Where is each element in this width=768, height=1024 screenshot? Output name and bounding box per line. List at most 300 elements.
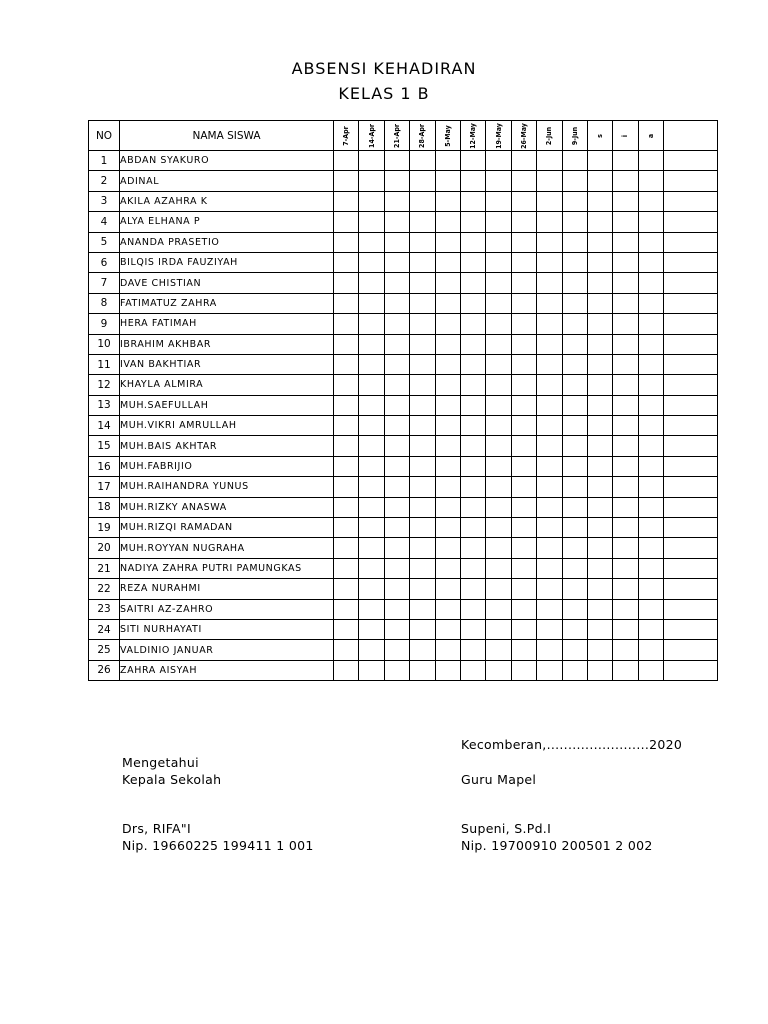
table-row: [89, 314, 718, 334]
attendance-cell: [460, 151, 485, 171]
attendance-cell: [410, 477, 435, 497]
attendance-cell: [638, 558, 663, 578]
header-date-col: [638, 121, 663, 151]
attendance-cell: [460, 252, 485, 272]
attendance-cell: [384, 354, 409, 374]
attendance-cell: [410, 354, 435, 374]
student-name: ZAHRA AISYAH: [120, 660, 334, 680]
table-row: [89, 191, 718, 211]
attendance-cell: [511, 660, 536, 680]
attendance-cell: [334, 619, 359, 639]
attendance-cell: [511, 619, 536, 639]
attendance-cell: [613, 334, 638, 354]
attendance-cell: [410, 375, 435, 395]
attendance-cell: [410, 252, 435, 272]
attendance-cell: [486, 171, 511, 191]
attendance-cell: [664, 579, 718, 599]
attendance-cell: [638, 456, 663, 476]
attendance-cell: [613, 579, 638, 599]
student-number: 22: [89, 579, 120, 599]
attendance-cell: [435, 314, 460, 334]
header-date-col: [613, 121, 638, 151]
table-row: [89, 456, 718, 476]
attendance-cell: [638, 660, 663, 680]
table-row: [89, 171, 718, 191]
student-name: MUH.ROYYAN NUGRAHA: [120, 538, 334, 558]
attendance-cell: [537, 640, 562, 660]
attendance-cell: [638, 293, 663, 313]
attendance-cell: [435, 599, 460, 619]
attendance-cell: [613, 660, 638, 680]
header-date-label: s: [596, 133, 605, 138]
attendance-cell: [410, 273, 435, 293]
attendance-cell: [638, 171, 663, 191]
attendance-cell: [460, 619, 485, 639]
student-number: 23: [89, 599, 120, 619]
attendance-cell: [334, 354, 359, 374]
student-number: 17: [89, 477, 120, 497]
attendance-cell: [638, 151, 663, 171]
attendance-cell: [587, 538, 612, 558]
student-number: 14: [89, 416, 120, 436]
attendance-cell: [334, 252, 359, 272]
attendance-cell: [664, 599, 718, 619]
attendance-cell: [664, 477, 718, 497]
header-no: NO: [89, 121, 120, 151]
attendance-cell: [537, 273, 562, 293]
attendance-cell: [486, 599, 511, 619]
attendance-cell: [334, 314, 359, 334]
attendance-cell: [664, 375, 718, 395]
attendance-cell: [410, 151, 435, 171]
attendance-cell: [359, 273, 384, 293]
attendance-cell: [410, 212, 435, 232]
header-date-col: [511, 121, 536, 151]
attendance-cell: [511, 171, 536, 191]
attendance-cell: [664, 212, 718, 232]
attendance-cell: [537, 456, 562, 476]
attendance-cell: [486, 252, 511, 272]
attendance-cell: [334, 456, 359, 476]
header-date-col: [384, 121, 409, 151]
attendance-cell: [486, 579, 511, 599]
attendance-cell: [435, 518, 460, 538]
attendance-cell: [435, 375, 460, 395]
attendance-cell: [613, 477, 638, 497]
attendance-cell: [638, 232, 663, 252]
attendance-cell: [410, 436, 435, 456]
student-number: 19: [89, 518, 120, 538]
attendance-cell: [511, 252, 536, 272]
table-row: [89, 252, 718, 272]
table-row: [89, 151, 718, 171]
attendance-cell: [460, 640, 485, 660]
attendance-cell: [537, 518, 562, 538]
attendance-cell: [486, 212, 511, 232]
attendance-cell: [460, 293, 485, 313]
attendance-cell: [613, 354, 638, 374]
student-name: MUH.VIKRI AMRULLAH: [120, 416, 334, 436]
attendance-cell: [460, 436, 485, 456]
attendance-cell: [410, 518, 435, 538]
attendance-cell: [587, 334, 612, 354]
attendance-cell: [384, 314, 409, 334]
attendance-cell: [384, 558, 409, 578]
attendance-cell: [384, 497, 409, 517]
table-row: [89, 579, 718, 599]
principal-nip: Nip. 19660225 199411 1 001: [122, 838, 314, 853]
attendance-cell: [460, 416, 485, 436]
attendance-cell: [384, 619, 409, 639]
attendance-cell: [613, 232, 638, 252]
header-date-col: [562, 121, 587, 151]
attendance-cell: [384, 334, 409, 354]
attendance-cell: [384, 191, 409, 211]
document-title: ABSENSI KEHADIRAN: [291, 59, 477, 78]
attendance-cell: [384, 579, 409, 599]
attendance-cell: [638, 252, 663, 272]
attendance-cell: [435, 334, 460, 354]
attendance-cell: [460, 314, 485, 334]
attendance-cell: [638, 334, 663, 354]
attendance-cell: [359, 354, 384, 374]
header-date-col: [460, 121, 485, 151]
principal-name: Drs, RIFA"I: [122, 821, 191, 836]
attendance-cell: [562, 599, 587, 619]
attendance-cell: [435, 395, 460, 415]
attendance-cell: [511, 599, 536, 619]
attendance-cell: [511, 375, 536, 395]
attendance-cell: [410, 558, 435, 578]
attendance-cell: [562, 436, 587, 456]
attendance-cell: [359, 191, 384, 211]
attendance-cell: [359, 314, 384, 334]
student-name: MUH.BAIS AKHTAR: [120, 436, 334, 456]
attendance-cell: [359, 640, 384, 660]
attendance-cell: [384, 436, 409, 456]
header-name: NAMA SISWA: [120, 121, 334, 151]
attendance-cell: [587, 558, 612, 578]
attendance-cell: [638, 273, 663, 293]
attendance-cell: [587, 273, 612, 293]
attendance-cell: [384, 416, 409, 436]
attendance-cell: [486, 273, 511, 293]
table-row: [89, 232, 718, 252]
attendance-cell: [359, 436, 384, 456]
attendance-cell: [562, 334, 587, 354]
attendance-cell: [613, 599, 638, 619]
student-name: REZA NURAHMI: [120, 579, 334, 599]
attendance-cell: [410, 660, 435, 680]
table-row: [89, 273, 718, 293]
attendance-cell: [384, 538, 409, 558]
table-row: [89, 477, 718, 497]
attendance-cell: [562, 518, 587, 538]
attendance-cell: [664, 354, 718, 374]
attendance-cell: [511, 293, 536, 313]
attendance-cell: [537, 354, 562, 374]
attendance-cell: [410, 171, 435, 191]
attendance-cell: [537, 395, 562, 415]
attendance-cell: [359, 456, 384, 476]
attendance-cell: [664, 456, 718, 476]
table-row: [89, 293, 718, 313]
attendance-cell: [486, 619, 511, 639]
attendance-cell: [613, 538, 638, 558]
attendance-cell: [613, 619, 638, 639]
student-number: 12: [89, 375, 120, 395]
attendance-cell: [664, 334, 718, 354]
attendance-cell: [486, 436, 511, 456]
attendance-cell: [460, 212, 485, 232]
attendance-table: [88, 120, 718, 681]
attendance-cell: [664, 416, 718, 436]
attendance-cell: [460, 334, 485, 354]
attendance-cell: [587, 619, 612, 639]
attendance-cell: [562, 293, 587, 313]
attendance-cell: [511, 558, 536, 578]
attendance-cell: [435, 497, 460, 517]
attendance-cell: [435, 538, 460, 558]
attendance-cell: [435, 293, 460, 313]
header-date-col: [334, 121, 359, 151]
header-date-label: 12-May: [469, 122, 478, 149]
attendance-cell: [359, 212, 384, 232]
attendance-cell: [460, 456, 485, 476]
table-row: [89, 497, 718, 517]
attendance-cell: [486, 232, 511, 252]
attendance-cell: [562, 375, 587, 395]
attendance-cell: [562, 619, 587, 639]
attendance-cell: [359, 395, 384, 415]
attendance-cell: [334, 436, 359, 456]
attendance-cell: [334, 416, 359, 436]
attendance-cell: [587, 171, 612, 191]
attendance-cell: [384, 151, 409, 171]
attendance-cell: [435, 273, 460, 293]
attendance-cell: [664, 497, 718, 517]
attendance-cell: [384, 273, 409, 293]
attendance-cell: [664, 191, 718, 211]
attendance-cell: [664, 252, 718, 272]
attendance-cell: [486, 640, 511, 660]
attendance-cell: [384, 293, 409, 313]
student-name: SITI NURHAYATI: [120, 619, 334, 639]
attendance-cell: [384, 518, 409, 538]
attendance-cell: [435, 212, 460, 232]
attendance-cell: [638, 599, 663, 619]
attendance-cell: [486, 660, 511, 680]
attendance-cell: [562, 497, 587, 517]
student-number: 21: [89, 558, 120, 578]
attendance-cell: [511, 232, 536, 252]
document-subtitle: KELAS 1 B: [338, 84, 430, 103]
attendance-cell: [537, 619, 562, 639]
table-row: [89, 395, 718, 415]
attendance-cell: [334, 538, 359, 558]
teacher-nip: Nip. 19700910 200501 2 002: [461, 838, 653, 853]
student-name: IVAN BAKHTIAR: [120, 354, 334, 374]
table-row: [89, 416, 718, 436]
attendance-cell: [664, 395, 718, 415]
attendance-cell: [384, 212, 409, 232]
attendance-cell: [410, 538, 435, 558]
attendance-cell: [435, 191, 460, 211]
attendance-cell: [638, 354, 663, 374]
attendance-cell: [562, 212, 587, 232]
place-date: Kecomberan,........................2020: [461, 737, 683, 752]
attendance-cell: [537, 252, 562, 272]
attendance-cell: [562, 660, 587, 680]
student-name: KHAYLA ALMIRA: [120, 375, 334, 395]
attendance-cell: [460, 232, 485, 252]
attendance-cell: [537, 416, 562, 436]
attendance-cell: [359, 579, 384, 599]
attendance-cell: [537, 232, 562, 252]
attendance-cell: [537, 436, 562, 456]
attendance-cell: [562, 456, 587, 476]
attendance-cell: [511, 151, 536, 171]
attendance-cell: [410, 640, 435, 660]
attendance-cell: [435, 558, 460, 578]
attendance-cell: [359, 232, 384, 252]
student-name: VALDINIO JANUAR: [120, 640, 334, 660]
header-date-col: [410, 121, 435, 151]
attendance-cell: [562, 640, 587, 660]
attendance-cell: [486, 151, 511, 171]
student-number: 11: [89, 354, 120, 374]
attendance-cell: [410, 416, 435, 436]
attendance-cell: [511, 416, 536, 436]
attendance-cell: [384, 252, 409, 272]
attendance-cell: [486, 334, 511, 354]
attendance-cell: [587, 354, 612, 374]
attendance-cell: [613, 151, 638, 171]
attendance-cell: [664, 619, 718, 639]
attendance-cell: [664, 436, 718, 456]
attendance-cell: [334, 191, 359, 211]
attendance-cell: [587, 375, 612, 395]
attendance-cell: [613, 293, 638, 313]
attendance-cell: [486, 375, 511, 395]
attendance-cell: [511, 579, 536, 599]
attendance-cell: [562, 395, 587, 415]
attendance-cell: [537, 497, 562, 517]
attendance-cell: [613, 518, 638, 538]
attendance-cell: [359, 518, 384, 538]
student-number: 10: [89, 334, 120, 354]
attendance-cell: [664, 171, 718, 191]
teacher-role: Guru Mapel: [461, 772, 537, 787]
attendance-cell: [334, 477, 359, 497]
attendance-cell: [664, 151, 718, 171]
attendance-cell: [562, 558, 587, 578]
attendance-cell: [587, 640, 612, 660]
attendance-cell: [334, 151, 359, 171]
attendance-cell: [384, 232, 409, 252]
attendance-cell: [613, 456, 638, 476]
attendance-cell: [638, 619, 663, 639]
header-date-label: 2-Jun: [545, 126, 554, 145]
attendance-cell: [587, 232, 612, 252]
attendance-cell: [587, 579, 612, 599]
attendance-cell: [460, 477, 485, 497]
attendance-cell: [486, 497, 511, 517]
attendance-cell: [359, 334, 384, 354]
attendance-cell: [334, 497, 359, 517]
table-row: [89, 619, 718, 639]
attendance-cell: [613, 558, 638, 578]
attendance-cell: [537, 558, 562, 578]
attendance-cell: [359, 538, 384, 558]
attendance-cell: [638, 579, 663, 599]
attendance-cell: [334, 660, 359, 680]
attendance-cell: [638, 375, 663, 395]
attendance-cell: [562, 579, 587, 599]
attendance-cell: [435, 579, 460, 599]
attendance-cell: [562, 416, 587, 436]
attendance-cell: [384, 375, 409, 395]
attendance-cell: [537, 191, 562, 211]
attendance-cell: [486, 477, 511, 497]
student-number: 24: [89, 619, 120, 639]
attendance-cell: [435, 477, 460, 497]
attendance-cell: [486, 538, 511, 558]
table-row: [89, 334, 718, 354]
student-name: NADIYA ZAHRA PUTRI PAMUNGKAS: [120, 558, 334, 578]
header-date-label: 5-May: [443, 124, 452, 147]
attendance-cell: [334, 171, 359, 191]
attendance-cell: [384, 599, 409, 619]
table-header-row: [89, 121, 718, 151]
attendance-cell: [587, 293, 612, 313]
attendance-cell: [638, 314, 663, 334]
header-date-label: 9-Jun: [570, 126, 579, 145]
acknowledged-label: Mengetahui: [122, 755, 199, 770]
student-name: SAITRI AZ-ZAHRO: [120, 599, 334, 619]
attendance-cell: [613, 171, 638, 191]
attendance-cell: [613, 314, 638, 334]
attendance-cell: [613, 252, 638, 272]
header-date-label: a: [646, 133, 655, 138]
attendance-cell: [410, 314, 435, 334]
attendance-cell: [410, 334, 435, 354]
attendance-cell: [562, 232, 587, 252]
attendance-cell: [587, 314, 612, 334]
attendance-cell: [334, 599, 359, 619]
attendance-cell: [613, 640, 638, 660]
attendance-cell: [410, 497, 435, 517]
attendance-cell: [334, 232, 359, 252]
attendance-cell: [460, 497, 485, 517]
attendance-cell: [613, 273, 638, 293]
attendance-cell: [587, 599, 612, 619]
attendance-cell: [435, 171, 460, 191]
student-name: ANANDA PRASETIO: [120, 232, 334, 252]
attendance-cell: [334, 375, 359, 395]
header-date-col: [664, 121, 718, 151]
attendance-cell: [664, 660, 718, 680]
attendance-cell: [410, 191, 435, 211]
student-name: MUH.RIZQI RAMADAN: [120, 518, 334, 538]
attendance-cell: [384, 171, 409, 191]
table-row: [89, 538, 718, 558]
attendance-cell: [511, 436, 536, 456]
attendance-cell: [384, 477, 409, 497]
attendance-cell: [511, 497, 536, 517]
attendance-cell: [562, 538, 587, 558]
attendance-cell: [486, 518, 511, 538]
